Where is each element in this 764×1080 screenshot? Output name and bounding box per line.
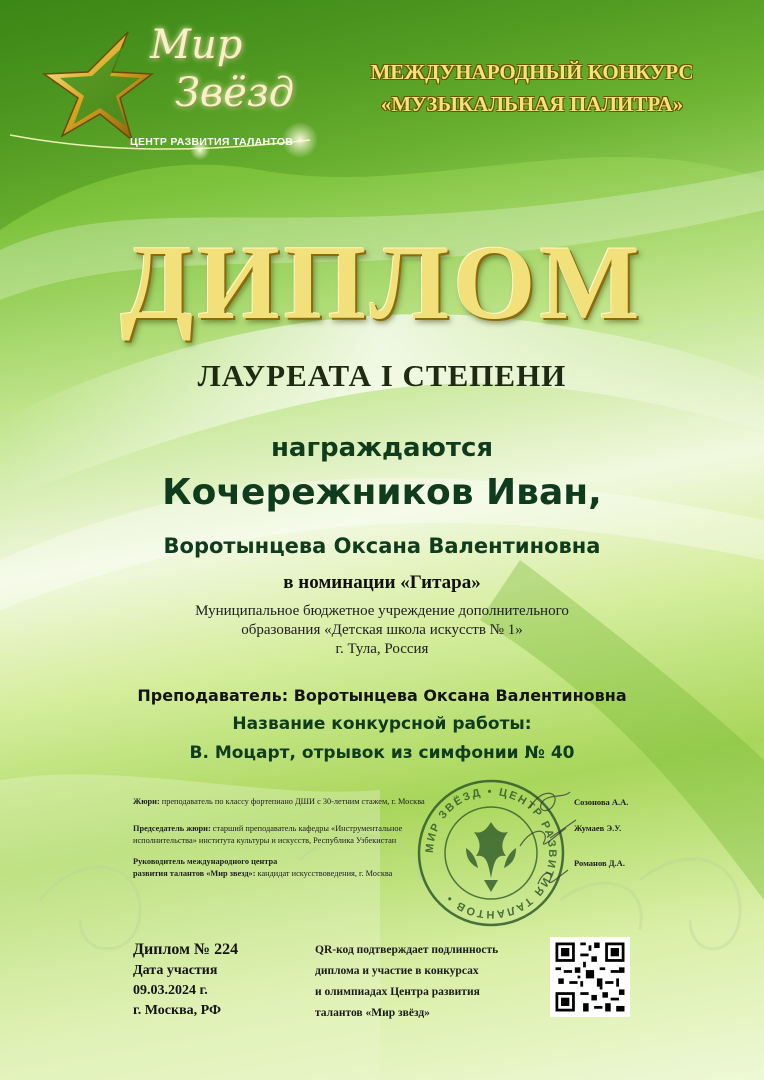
chair-description-line1: старший преподаватель кафедры «Инструментальное <box>212 824 403 833</box>
school-line2: образования «Детская школа искусств № 1» <box>241 622 523 638</box>
star-icon <box>40 28 160 148</box>
work-title: В. Моцарт, отрывок из симфонии № 40 <box>189 743 575 763</box>
nomination: в номинации «Гитара» <box>283 572 481 593</box>
chair-signature-name: Жумаев Э.У. <box>574 823 622 833</box>
date-label: Дата участия <box>133 963 218 978</box>
work-label: Название конкурсной работы: <box>232 714 532 734</box>
laureate-degree: ЛАУРЕАТА I СТЕПЕНИ <box>197 358 567 393</box>
school-line1: Муниципальное бюджетное учреждение дополнительного <box>195 603 569 619</box>
qr-note-line3: и олимпиадах Центра развития <box>315 986 480 998</box>
head-signature-name: Романов Д.А. <box>574 858 625 868</box>
qr-code-icon[interactable] <box>550 937 630 1017</box>
signatures <box>510 780 580 900</box>
participant-name: Кочережников Иван, <box>162 472 602 513</box>
qr-note-line2: диплома и участие в конкурсах <box>315 965 479 977</box>
qr-note-line4: талантов «Мир звёзд» <box>315 1007 430 1019</box>
teacher-line: Преподаватель: Воротынцева Оксана Валентиновна <box>137 686 627 705</box>
head-label-line1: Руководитель международного центра <box>133 857 278 866</box>
diploma-number: Диплом № 224 <box>133 941 239 958</box>
jury-label: Жюри: <box>133 797 160 806</box>
jury-signature-name: Созонова А.А. <box>574 797 629 807</box>
issue-city: г. Москва, РФ <box>133 1003 221 1018</box>
chair-line <box>133 823 402 847</box>
date-value: 09.03.2024 г. <box>133 983 208 998</box>
logo-text-line1: Мир <box>150 22 243 68</box>
logo-subtitle: ЦЕНТР РАЗВИТИЯ ТАЛАНТОВ <box>130 136 294 148</box>
awarded-label: награждаются <box>270 433 494 463</box>
logo-text-line2: Звёзд <box>175 70 295 116</box>
chair-description-line2: исполнительства» института культуры и искусств, Республика Узбекистан <box>133 836 397 845</box>
stamp-ring-text: МИР ЗВЁЗД • ЦЕНТР РАЗВИТИЯ ТАЛАНТОВ • <box>423 785 559 921</box>
jury-description: преподаватель по классу фортепиано ДШИ с 30-летним стажем, г. Москва <box>161 797 425 806</box>
diploma-title: ДИПЛОМ <box>120 224 644 341</box>
head-line <box>133 856 392 880</box>
school-city: г. Тула, Россия <box>335 641 429 657</box>
co-recipient-name: Воротынцева Оксана Валентиновна <box>163 534 601 558</box>
jury-line <box>133 796 425 808</box>
qr-note-line1: QR-код подтверждает подлинность <box>315 944 499 956</box>
contest-title-line1: МЕЖДУНАРОДНЫЙ КОНКУРС <box>370 60 694 84</box>
head-label-line2: развития талантов «Мир звезд»: <box>133 869 256 878</box>
head-description: кандидат искусствоведения, г. Москва <box>257 869 393 878</box>
contest-title-line2: «МУЗЫКАЛЬНАЯ ПАЛИТРА» <box>380 92 684 116</box>
chair-label: Председатель жюри: <box>133 824 211 833</box>
